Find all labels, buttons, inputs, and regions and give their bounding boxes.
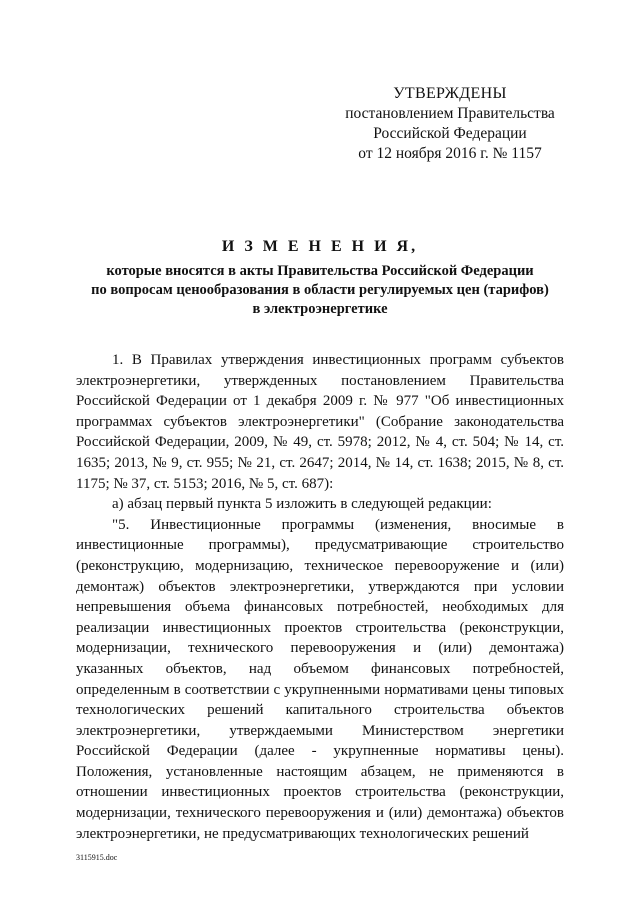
document-title: И З М Е Н Е Н И Я, <box>221 238 419 255</box>
subtitle-line-2: по вопросам ценообразования в области регулируемых цен (тарифов) <box>91 282 549 298</box>
body-paragraph-1: 1. В Правилах утверждения инвестиционных программ субъектов электроэнергетики, утвержденных постановлением Правительства Российской Федерации от 1 декабря 2009 г. № 977 "Об инвестиционных программах субъектов электроэнергетики" (Собрание законодательства Российской Федерации, 2009, № 49, ст. 5978; 2012, № 4, ст. 504; № 14, ст. 1635; 2013, № 9, ст. 955; № 21, ст. 2647; 2014, № 14, ст. 1638; 2015, № 8, ст. 1175; № 37, ст. 5153; 2016, № 5, ст. 687): <box>76 352 564 492</box>
document-body <box>76 350 564 844</box>
approval-stamp <box>330 84 570 164</box>
file-name-footer: 3115915.doc <box>76 853 118 862</box>
subtitle-line-3: в электроэнергетике <box>252 301 388 317</box>
document-subtitle <box>60 262 580 319</box>
body-paragraph-2: а) абзац первый пункта 5 изложить в следующей редакции: <box>112 496 492 513</box>
approval-line-3: от 12 ноября 2016 г. № 1157 <box>358 145 542 162</box>
approval-line-2: Российской Федерации <box>373 125 527 142</box>
body-paragraph-3: "5. Инвестиционные программы (изменения, вносимые в инвестиционные программы), предусматривающие строительство (реконструкцию, модернизацию, техническое перевооружение и (или) демонтаж) объектов электроэнергетики, утверждаются при условии непревышения объема финансовых потребностей, необходимых для реализации инвестиционных проектов строительства (реконструкции, модернизации, технического перевооружения и (или) демонтажа) указанных объектов, над объемом финансовых потребностей, определенным в соответствии с укрупненными нормативами цены типовых технологических решений капитального строительства объектов электроэнергетики, утверждаемыми Министерством энергетики Российской Федерации (далее - укрупненные нормативы цены). Положения, установленные настоящим абзацем, не применяются в отношении инвестиционных проектов строительства (реконструкции, модернизации, технического перевооружения и (или) демонтажа) объектов электроэнергетики, не предусматривающих технологических решений <box>76 516 564 842</box>
subtitle-line-1: которые вносятся в акты Правительства Российской Федерации <box>106 263 534 279</box>
approval-heading: УТВЕРЖДЕНЫ <box>393 85 507 102</box>
approval-line-1: постановлением Правительства <box>345 105 555 122</box>
